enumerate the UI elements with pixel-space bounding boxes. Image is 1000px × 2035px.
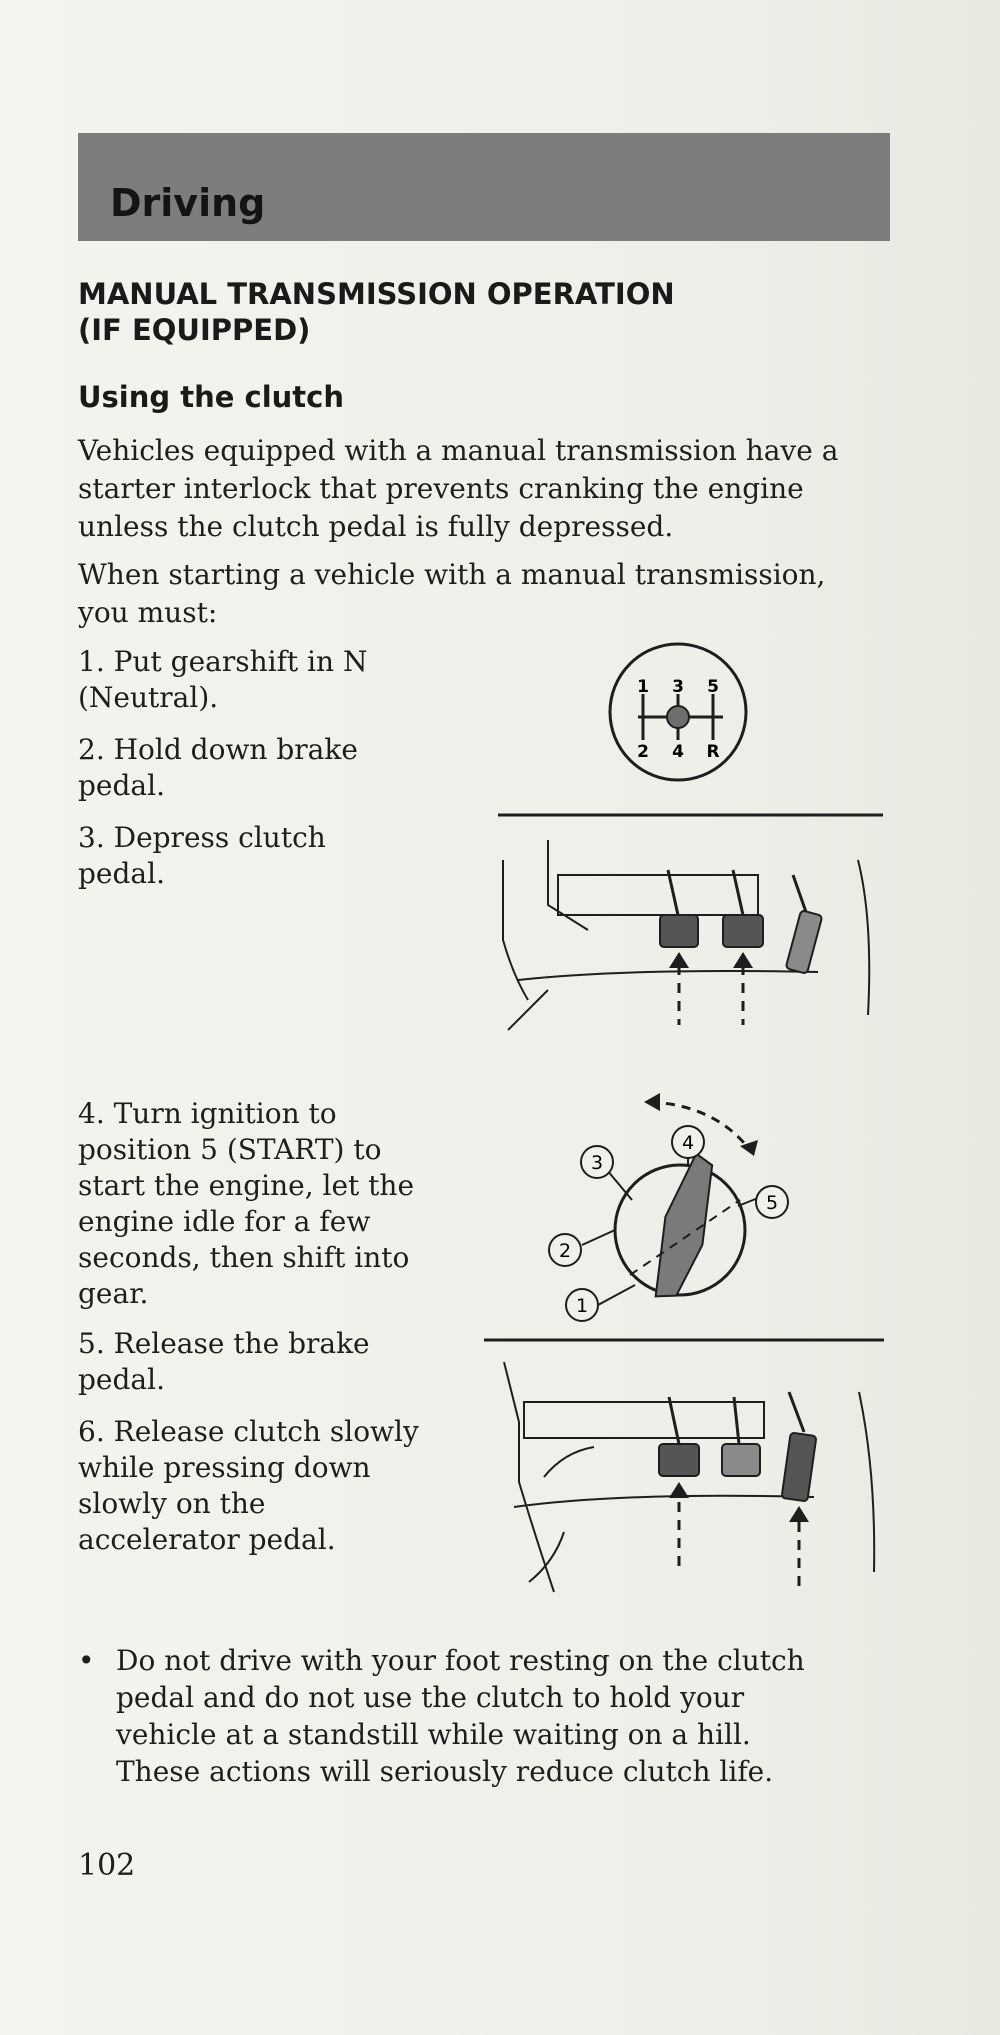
step-5-line-1: 5. Release the brake xyxy=(78,1327,370,1360)
accelerator-pedal-arm xyxy=(793,875,806,912)
gear-label-2: 2 xyxy=(637,742,649,762)
accelerator-pedal-pad-2 xyxy=(782,1433,817,1502)
bullet-line-4: These actions will seriously reduce clutch life. xyxy=(116,1755,774,1788)
step-5-line-2: pedal. xyxy=(78,1363,165,1396)
step-6-line-4: accelerator pedal. xyxy=(78,1523,336,1556)
ignition-switch-diagram xyxy=(540,1090,800,1340)
step-2 xyxy=(78,732,358,804)
intro-paragraph xyxy=(78,432,838,546)
clutch-pedal-arm-2 xyxy=(669,1397,679,1444)
ignition-key xyxy=(649,1150,721,1303)
gear-shift-pattern-diagram xyxy=(608,642,748,782)
step-6 xyxy=(78,1414,419,1558)
gear-label-r: R xyxy=(706,742,720,762)
accelerator-pedal-arm-2 xyxy=(789,1392,804,1432)
brake-press-arrow-head xyxy=(733,952,753,968)
step-3 xyxy=(78,820,326,892)
clutch-release-arrow-head xyxy=(669,1482,689,1498)
when-starting-paragraph xyxy=(78,556,825,632)
step-5 xyxy=(78,1326,370,1398)
step-1-line-2: (Neutral). xyxy=(78,681,219,714)
gear-knob-neutral-marker xyxy=(667,706,689,728)
position-1-label: 1 xyxy=(575,1295,589,1317)
step-3-line-2: pedal. xyxy=(78,857,165,890)
step-6-line-2: while pressing down xyxy=(78,1451,371,1484)
when-starting-line-2: you must: xyxy=(78,596,218,629)
turn-arrow-head-left xyxy=(644,1093,660,1111)
section-header-bar xyxy=(78,133,890,241)
gear-label-3: 3 xyxy=(672,677,684,697)
step-4-line-2: position 5 (START) to xyxy=(78,1133,382,1166)
brake-pedal-arm xyxy=(733,870,743,915)
bullet-dot: • xyxy=(78,1644,95,1677)
position-5-label: 5 xyxy=(765,1192,779,1214)
page-title xyxy=(78,276,778,348)
step-1 xyxy=(78,644,367,716)
brake-pedal-arm-2 xyxy=(734,1397,739,1444)
brake-pedal-pad xyxy=(723,915,763,947)
bullet-line-2: pedal and do not use the clutch to hold your xyxy=(116,1681,745,1714)
gear-label-4: 4 xyxy=(672,742,684,762)
bullet-line-3: vehicle at a standstill while waiting on a hill. xyxy=(116,1718,751,1751)
gear-label-5: 5 xyxy=(707,677,719,697)
intro-line-3: unless the clutch pedal is fully depressed. xyxy=(78,510,674,543)
step-1-line-1: 1. Put gearshift in N xyxy=(78,645,368,678)
brake-pedal-pad-2 xyxy=(722,1444,760,1476)
step-6-line-1: 6. Release clutch slowly xyxy=(78,1415,419,1448)
step-2-line-1: 2. Hold down brake xyxy=(78,733,358,766)
step-6-line-3: slowly on the xyxy=(78,1487,266,1520)
position-1-leader xyxy=(598,1285,635,1305)
position-3-label: 3 xyxy=(590,1152,604,1174)
gear-label-1: 1 xyxy=(637,677,649,697)
step-4-line-4: engine idle for a few xyxy=(78,1205,371,1238)
step-4-line-6: gear. xyxy=(78,1277,149,1310)
position-4-label: 4 xyxy=(681,1132,695,1154)
step-4-line-1: 4. Turn ignition to xyxy=(78,1097,337,1130)
clutch-warning-bullet xyxy=(78,1642,878,1790)
step-3-line-1: 3. Depress clutch xyxy=(78,821,326,854)
position-2-leader xyxy=(582,1230,615,1245)
accelerator-pedal-pad xyxy=(786,910,823,974)
accelerator-press-arrow-head xyxy=(789,1506,809,1522)
clutch-pedal-pad-2 xyxy=(659,1444,699,1476)
pedal-illustration-clutch-brake xyxy=(488,800,888,1050)
step-4-line-3: start the engine, let the xyxy=(78,1169,415,1202)
page-number: 102 xyxy=(78,1848,136,1883)
pedal-bracket-2 xyxy=(524,1402,764,1438)
intro-line-2: starter interlock that prevents cranking the engine xyxy=(78,472,804,505)
step-4 xyxy=(78,1096,414,1312)
title-line-1: MANUAL TRANSMISSION OPERATION xyxy=(78,277,675,311)
pedal-bracket xyxy=(558,875,758,915)
intro-line-1: Vehicles equipped with a manual transmission have a xyxy=(78,434,839,467)
clutch-pedal-pad xyxy=(660,915,698,947)
step-4-line-5: seconds, then shift into xyxy=(78,1241,410,1274)
when-starting-line-1: When starting a vehicle with a manual transmission, xyxy=(78,558,826,591)
bullet-line-1: Do not drive with your foot resting on the clutch xyxy=(116,1644,805,1677)
title-line-2: (IF EQUIPPED) xyxy=(78,313,311,347)
clutch-pedal-arm xyxy=(668,870,678,915)
section-header-title: Driving xyxy=(110,181,266,225)
step-2-line-2: pedal. xyxy=(78,769,165,802)
subheading-using-the-clutch: Using the clutch xyxy=(78,380,344,414)
position-2-label: 2 xyxy=(558,1240,572,1262)
clutch-press-arrow-head xyxy=(669,952,689,968)
pedal-illustration-clutch-accelerator xyxy=(484,1332,884,1602)
